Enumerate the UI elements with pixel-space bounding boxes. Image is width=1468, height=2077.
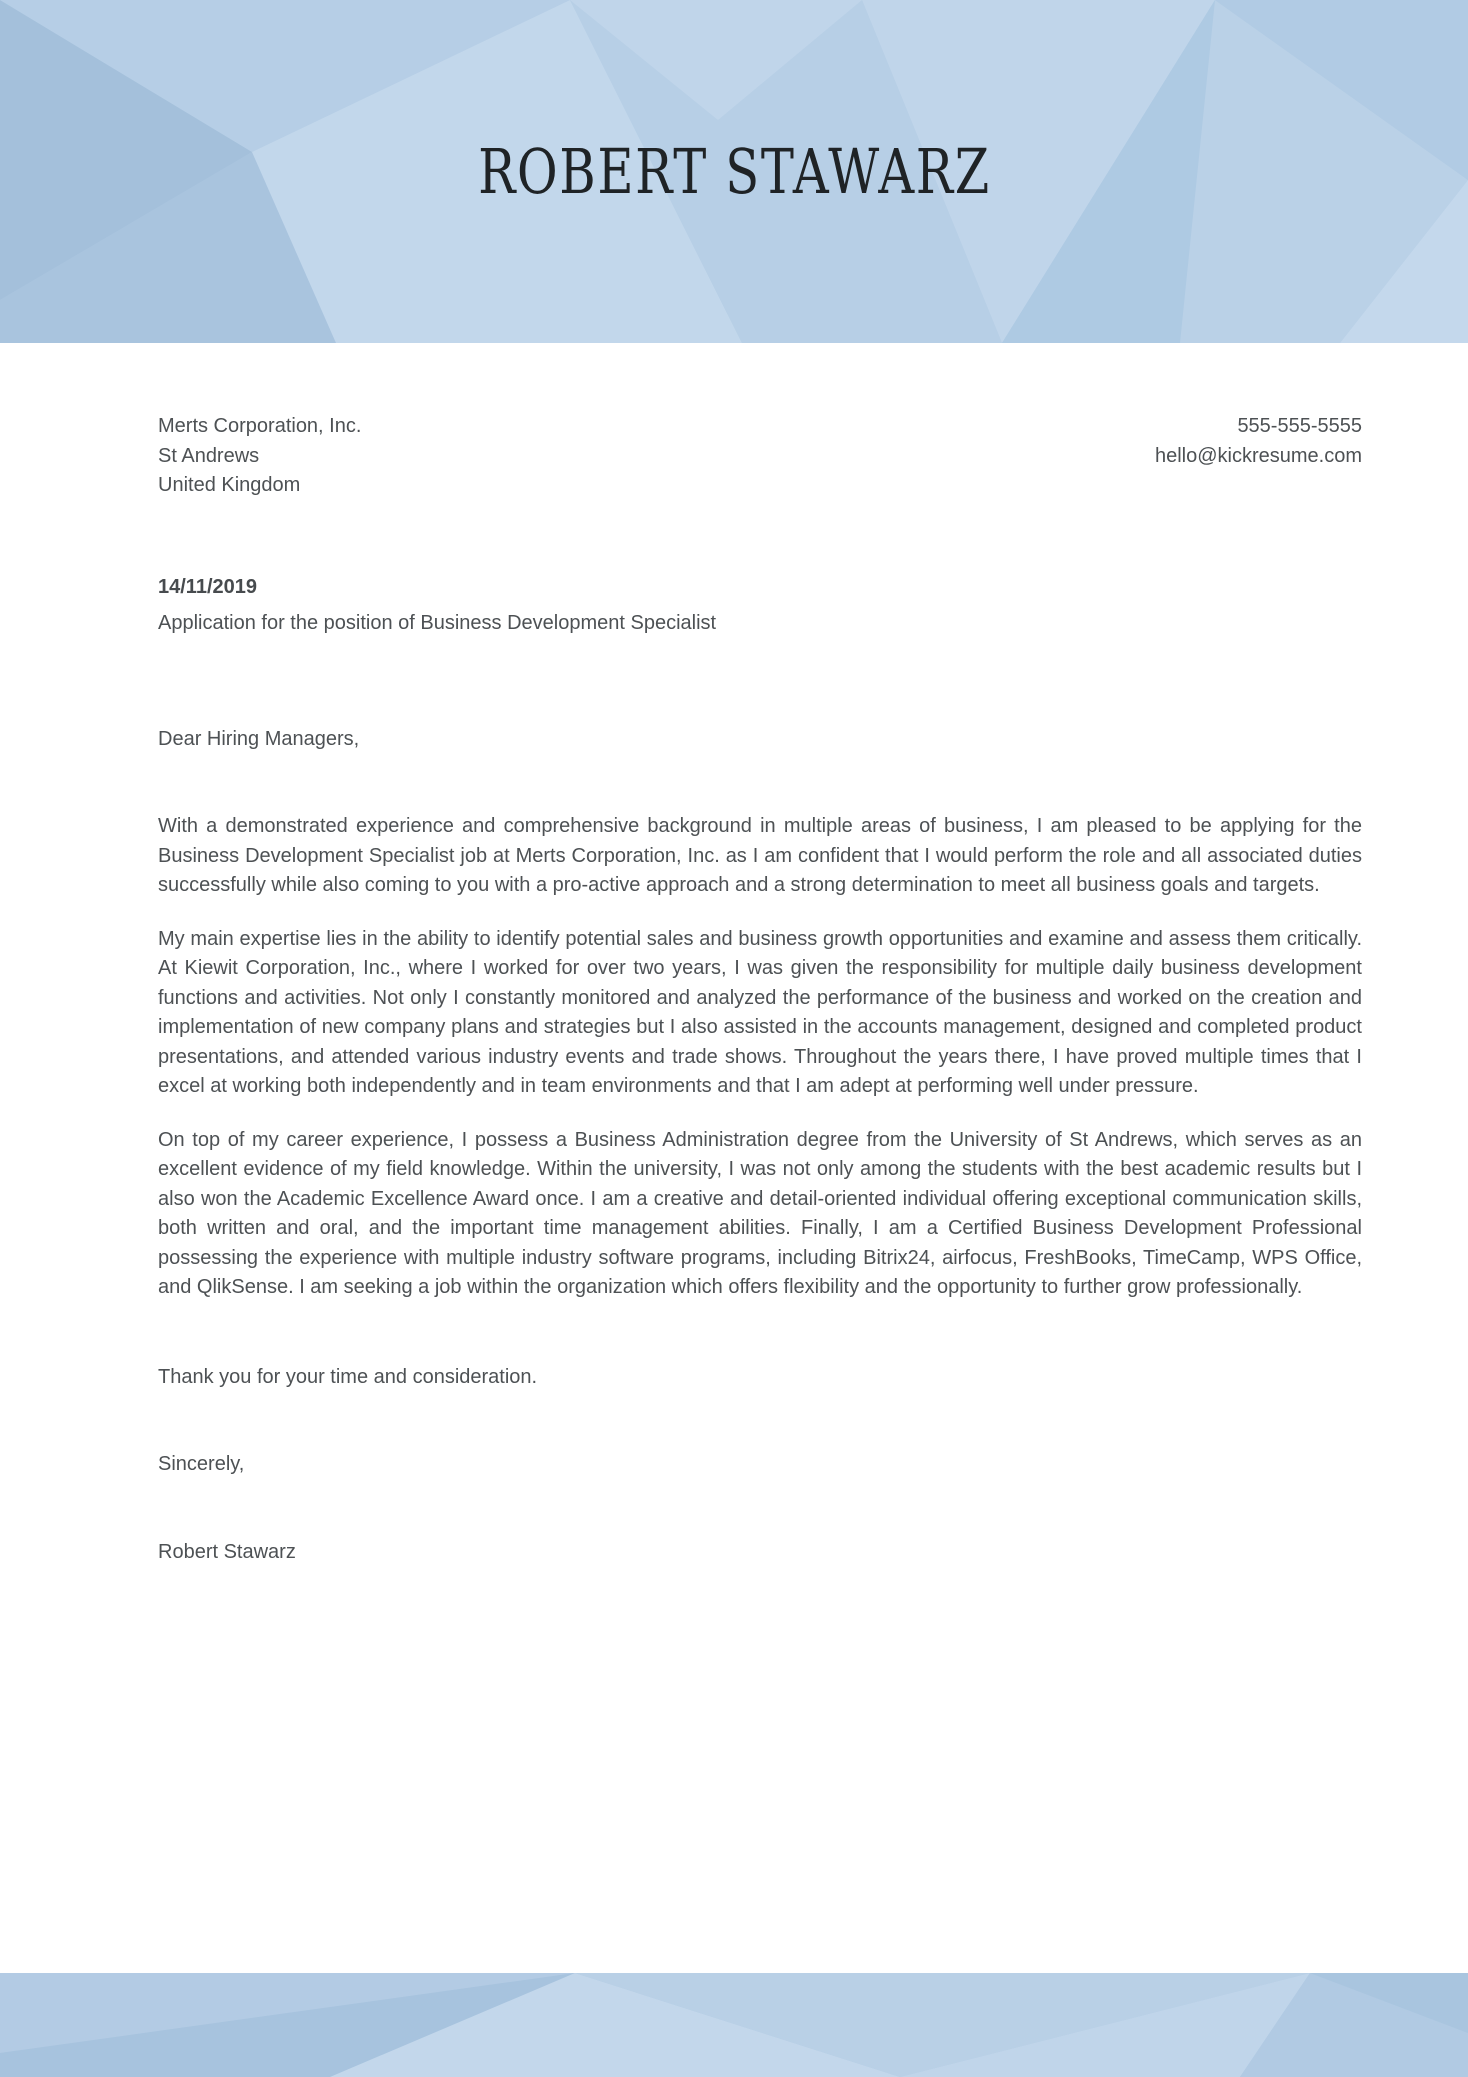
thanks-line: Thank you for your time and consideration. (158, 1365, 538, 1388)
signature-name: Robert Stawarz (158, 1540, 296, 1563)
title-wrap (0, 0, 1468, 343)
page-title: ROBERT STAWARZ (477, 135, 991, 208)
recipient-block (158, 412, 361, 501)
paragraph-2: My main expertise lies in the ability to identify potential sales and business growth opportunities and examine and assess them critically. At Kiewit Corporation, Inc., where I worked for over two years, I was given the responsibility for multiple daily business development functions and activities. Not only I constantly monitored and analyzed the performance of the business and worked on the creation and implementation of new company plans and strategies but I also assisted in the accounts management, designed and completed product presentations, and attended various industry events and trade shows. Throughout the years there, I have proved multiple times that I excel at working both independently and in team environments and that I am adept at performing well under pressure. (158, 927, 1362, 1097)
recipient-company: Merts Corporation, Inc. (158, 415, 362, 437)
letter-content (0, 343, 1468, 1567)
closing-line: Sincerely, (158, 1453, 245, 1475)
subject-line: Application for the position of Business Development Specialist (158, 612, 717, 634)
footer (0, 1973, 1468, 2077)
recipient-city: St Andrews (158, 444, 260, 467)
recipient-country: United Kingdom (158, 474, 301, 496)
contact-row (158, 412, 1362, 501)
greeting-line: Dear Hiring Managers, (158, 727, 360, 750)
footer-polygon-pattern (0, 1973, 1468, 2077)
sender-phone: 555-555-5555 (1237, 415, 1362, 437)
paragraph-1: With a demonstrated experience and comprehensive background in multiple areas of business, I am pleased to be applying for the Business Development Specialist job at Merts Corporation, Inc. as I am confident that I would perform the role and all associated duties successfully while also coming to you with a pro-active approach and a strong determination to meet all business goals and targets. (158, 815, 1362, 896)
header (0, 0, 1468, 343)
sender-block (1155, 412, 1362, 471)
letter-date: 14/11/2019 (158, 575, 257, 598)
sender-email: hello@kickresume.com (1154, 444, 1362, 467)
paragraph-3: On top of my career experience, I possess a Business Administration degree from the University of St Andrews, which serves as an excellent evidence of my field knowledge. Within the university, I was not only among the students with the best academic results but I also won the Academic Excellence Award once. I am a creative and detail-oriented individual offering exceptional communication skills, both written and oral, and the important time management abilities. Finally, I am a Certified Business Development Professional possessing the experience with multiple industry software programs, including Bitrix24, airfocus, FreshBooks, TimeCamp, WPS Office, and QlikSense. I am seeking a job within the organization which offers flexibility and the opportunity to further grow professionally. (158, 1128, 1362, 1298)
